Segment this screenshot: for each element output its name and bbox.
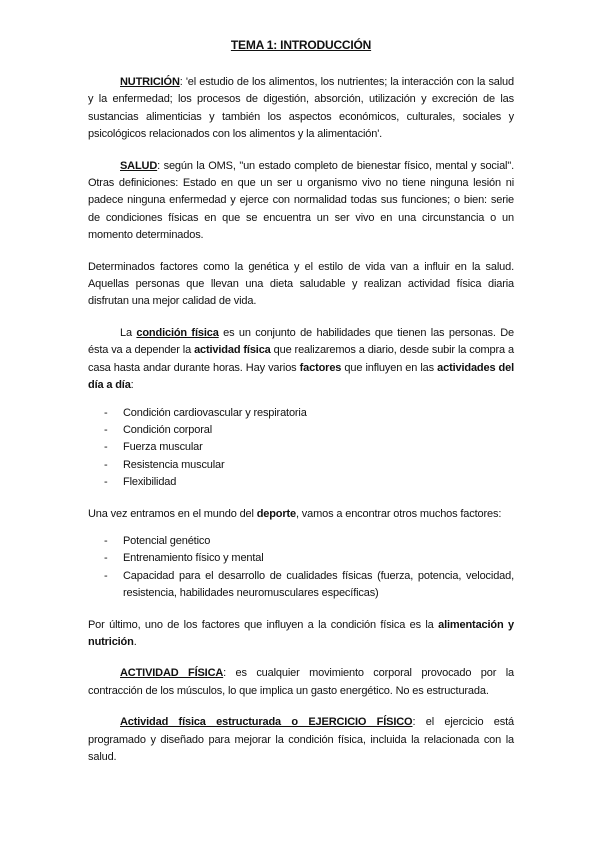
- list-item: - Fuerza muscular: [88, 439, 514, 456]
- bold-alimentacion-nutricion: alimentación y nutrición: [88, 618, 514, 648]
- list-item: - Condición corporal: [88, 422, 514, 439]
- text-deporte-2: , vamos a encontrar otros muchos factores:: [296, 507, 502, 520]
- text-nutricion: : 'el estudio de los alimentos, los nutrientes; la interacción con la salud y la enfermedad; los procesos de digestión, absorción, utilización y excreción de las sustancias alimenticias y también los aspectos económicos, culturales, sociales y psicológicos relacionados con los alimentos y la alimentación'.: [88, 76, 514, 141]
- list-factores-deporte: [88, 533, 514, 603]
- list-item: - Capacidad para el desarrollo de cualidades físicas (fuerza, potencia, velocidad, resistencia, habilidades neuromusculares específicas): [88, 568, 514, 603]
- bold-deporte: deporte: [256, 507, 296, 520]
- list-item: - Potencial genético: [88, 533, 514, 550]
- page-title: TEMA 1: INTRODUCCIÓN: [230, 38, 372, 52]
- paragraph-condicion-fisica: [88, 325, 514, 395]
- list-item: - Entrenamiento físico y mental: [88, 550, 514, 567]
- text-salud: : según la OMS, "un estado completo de bienestar físico, mental y social". Otras definiciones: Estado en que un ser u organismo vivo no tiene ninguna lesión ni padece ninguna enfermedad y ejerce con normalidad todas sus funciones; o bien: serie de condiciones físicas en que se encuentra un ser vivo en una circunstancia o un momento determinados.: [88, 159, 514, 242]
- text-condicion-1: La: [120, 326, 137, 339]
- bold-actividad-fisica: actividad física: [194, 344, 271, 357]
- text-condicion-5: :: [130, 379, 134, 392]
- bold-actividades-dia: actividades del día a día: [88, 361, 514, 392]
- text-condicion-2: es un conjunto de habilidades que tienen las personas. De ésta va a depender la: [88, 326, 515, 357]
- paragraph-ultimo: [88, 617, 514, 652]
- term-condicion-fisica: condición física: [136, 326, 219, 339]
- paragraph-deporte: [88, 506, 514, 523]
- text-deporte-1: Una vez entramos en el mundo del: [88, 507, 257, 520]
- paragraph-salud: [88, 158, 514, 245]
- term-ejercicio-fisico: Actividad física estructurada o EJERCICIO FÍSICO: [120, 716, 413, 729]
- text-actividad-fisica: : es cualquier movimiento corporal provocado por la contracción de los músculos, lo que implica un gasto energético. No es estructurada.: [88, 667, 514, 697]
- text-condicion-4: que influyen en las: [341, 361, 438, 374]
- list-item: - Flexibilidad: [88, 474, 514, 491]
- list-factores-condicion: [88, 405, 514, 492]
- text-ejercicio-fisico: : el ejercicio está programado y diseñado para mejorar la condición física, incluida la relacionada con la salud.: [88, 716, 514, 763]
- list-item: - Condición cardiovascular y respiratoria: [88, 405, 514, 422]
- paragraph-actividad-fisica: [88, 665, 514, 700]
- text-ultimo-1: Por último, uno de los factores que influyen a la condición física es la: [88, 618, 439, 631]
- paragraph-nutricion: [88, 74, 514, 144]
- term-nutricion: NUTRICIÓN: [120, 76, 180, 88]
- list-item: - Resistencia muscular: [88, 457, 514, 474]
- text-ultimo-2: .: [133, 635, 137, 648]
- term-salud: SALUD: [120, 159, 158, 172]
- text-condicion-3: que realizaremos a diario, desde subir la compra a casa hasta andar durante horas. Hay varios: [88, 344, 514, 374]
- paragraph-factores-salud: Determinados factores como la genética y el estilo de vida van a influir en la salud. Aquellas personas que llevan una dieta saludable y realizan actividad física diaria disfrutan una mejor calidad de vida.: [88, 260, 514, 308]
- paragraph-ejercicio-fisico: [88, 714, 514, 766]
- term-actividad-fisica: ACTIVIDAD FÍSICA: [120, 667, 224, 680]
- bold-factores: factores: [299, 361, 342, 374]
